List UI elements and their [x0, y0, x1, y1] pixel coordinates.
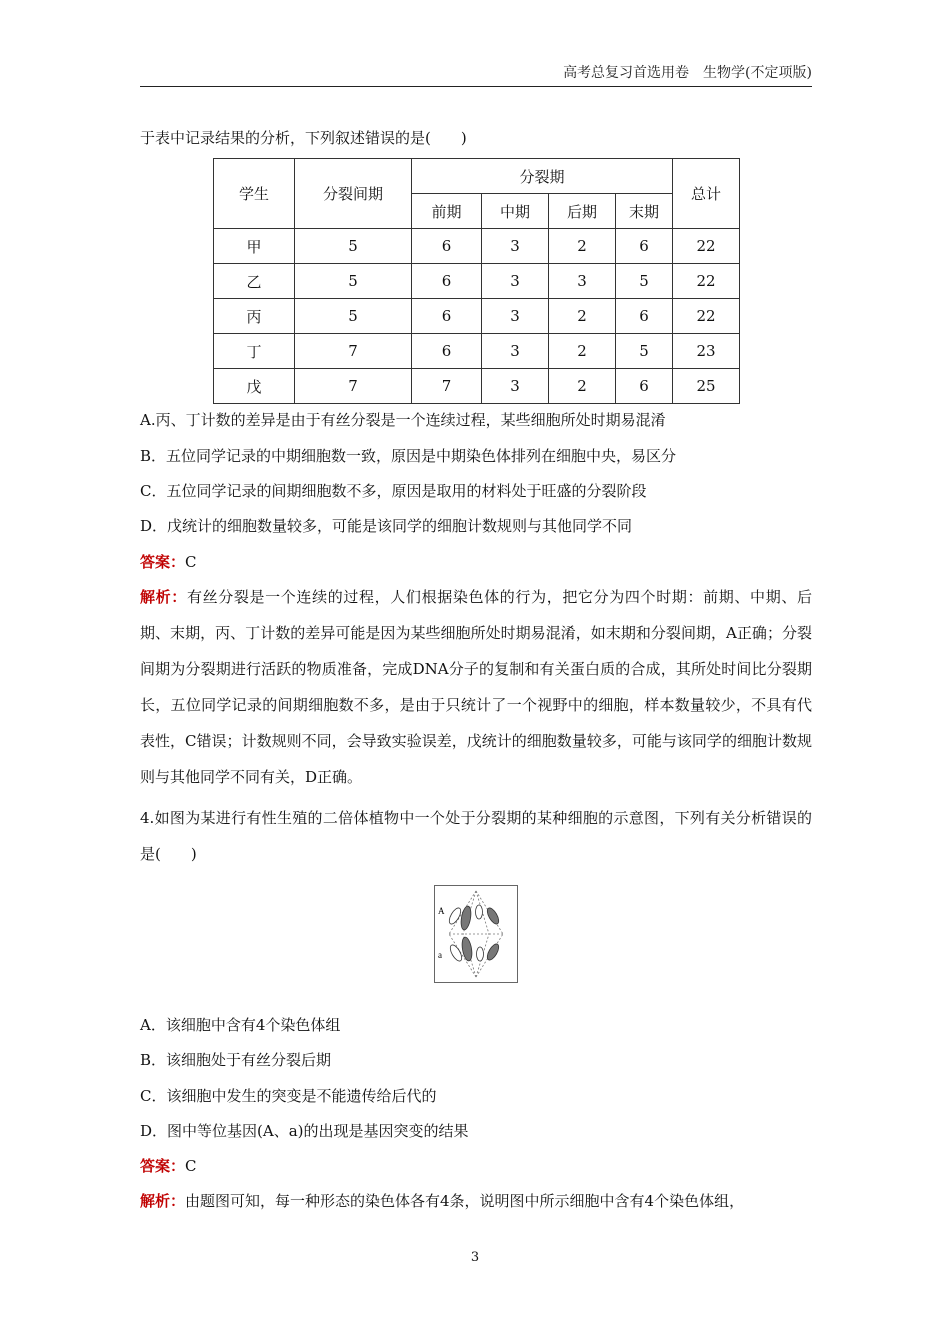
- cell-prophase: 6: [412, 299, 482, 334]
- header-anaphase: 后期: [549, 194, 616, 229]
- q3-analysis: [140, 579, 812, 795]
- cell-prophase: 7: [412, 369, 482, 404]
- analysis-label: 解析：: [140, 1192, 186, 1210]
- analysis-text: 有丝分裂是一个连续的过程，人们根据染色体的行为，把它分为四个时期：前期、中期、后期、末期，丙、丁计数的差异可能是因为某些细胞所处时期易混淆，如末期和分裂间期，A正确；分裂间期为分裂期进行活跃的物质准备，完成DNA分子的复制和有关蛋白质的合成，其所处时间比分裂期长，五位同学记录的间期细胞数不多，是由于只统计了一个视野中的细胞，样本数量较少，不具有代表性，C错误；计数规则不同，会导致实验误差，戊统计的细胞数量较多，可能与该同学的细胞计数规则与其他同学不同有关，D正确。: [140, 588, 812, 786]
- q4-option-c: C．该细胞中发生的突变是不能遗传给后代的: [140, 1087, 437, 1105]
- cell-total: 22: [673, 264, 740, 299]
- q4-stem: 4.如图为某进行有性生殖的二倍体植物中一个处于分裂期的某种细胞的示意图，下列有关分析错误的是( ): [140, 809, 812, 863]
- table-row: [214, 369, 740, 404]
- cell-anaphase: 2: [549, 229, 616, 264]
- cell-interphase: 5: [295, 264, 412, 299]
- header-interphase: 分裂间期: [295, 159, 412, 229]
- table-row: [214, 299, 740, 334]
- q4-analysis: [140, 1191, 744, 1211]
- header-metaphase: 中期: [482, 194, 549, 229]
- page-number: 3: [470, 1250, 480, 1265]
- cell-metaphase: 3: [482, 299, 549, 334]
- cell-metaphase: 3: [482, 369, 549, 404]
- answer-value: C: [185, 553, 197, 571]
- cell-student: 甲: [214, 229, 295, 264]
- answer-label: 答案：: [140, 553, 186, 571]
- cell-student: 戊: [214, 369, 295, 404]
- cell-telophase: 6: [616, 369, 673, 404]
- cell-student: 乙: [214, 264, 295, 299]
- cell-anaphase: 2: [549, 369, 616, 404]
- cell-interphase: 5: [295, 299, 412, 334]
- cell-interphase: 7: [295, 334, 412, 369]
- header-rule: [140, 86, 812, 87]
- question-intro: 于表中记录结果的分析，下列叙述错误的是( ): [140, 129, 467, 147]
- cell-total: 22: [673, 299, 740, 334]
- cell-anaphase: 3: [549, 264, 616, 299]
- cell-telophase: 5: [616, 264, 673, 299]
- header-telophase: 末期: [616, 194, 673, 229]
- anaphase-cell-diagram: [435, 886, 517, 982]
- q4-option-a: A．该细胞中含有4个染色体组: [140, 1016, 341, 1034]
- analysis-label: 解析：: [140, 588, 187, 606]
- cell-student: 丙: [214, 299, 295, 334]
- q4-answer: [140, 1156, 197, 1176]
- q3-option-c: C．五位同学记录的间期细胞数不多，原因是取用的材料处于旺盛的分裂阶段: [140, 482, 647, 500]
- q3-option-b: B．五位同学记录的中期细胞数一致，原因是中期染色体排列在细胞中央，易区分: [140, 447, 677, 465]
- table-row: [214, 229, 740, 264]
- cell-division-figure: [434, 885, 518, 983]
- cell-total: 22: [673, 229, 740, 264]
- cell-metaphase: 3: [482, 334, 549, 369]
- header-total: 总计: [673, 159, 740, 229]
- table-row: [214, 334, 740, 369]
- cell-interphase: 5: [295, 229, 412, 264]
- allele-upper-label: A: [438, 906, 445, 916]
- q4-option-b: B．该细胞处于有丝分裂后期: [140, 1051, 332, 1069]
- cell-metaphase: 3: [482, 229, 549, 264]
- cell-prophase: 6: [412, 229, 482, 264]
- q4-option-d: D．图中等位基因(A、a)的出现是基因突变的结果: [140, 1122, 469, 1140]
- header-prophase: 前期: [412, 194, 482, 229]
- cell-telophase: 6: [616, 229, 673, 264]
- cell-interphase: 7: [295, 369, 412, 404]
- answer-value: C: [185, 1157, 197, 1175]
- cell-anaphase: 2: [549, 299, 616, 334]
- cell-total: 25: [673, 369, 740, 404]
- allele-lower-label: a: [438, 950, 442, 960]
- q3-answer: [140, 552, 197, 572]
- q3-option-d: D．戊统计的细胞数量较多，可能是该同学的细胞计数规则与其他同学不同: [140, 517, 633, 535]
- cell-anaphase: 2: [549, 334, 616, 369]
- cell-total: 23: [673, 334, 740, 369]
- cell-count-table: [213, 158, 740, 404]
- cell-metaphase: 3: [482, 264, 549, 299]
- header-student: 学生: [214, 159, 295, 229]
- cell-student: 丁: [214, 334, 295, 369]
- q3-option-a: A.丙、丁计数的差异是由于有丝分裂是一个连续过程，某些细胞所处时期易混淆: [140, 411, 666, 429]
- cell-telophase: 6: [616, 299, 673, 334]
- analysis-text: 由题图可知，每一种形态的染色体各有4条，说明图中所示细胞中含有4个染色体组，: [185, 1192, 745, 1210]
- cell-prophase: 6: [412, 334, 482, 369]
- answer-label: 答案：: [140, 1157, 186, 1175]
- page-header: 高考总复习首选用卷 生物学(不定项版): [563, 65, 812, 81]
- table-row: [214, 264, 740, 299]
- cell-prophase: 6: [412, 264, 482, 299]
- cell-telophase: 5: [616, 334, 673, 369]
- header-division: 分裂期: [412, 159, 673, 194]
